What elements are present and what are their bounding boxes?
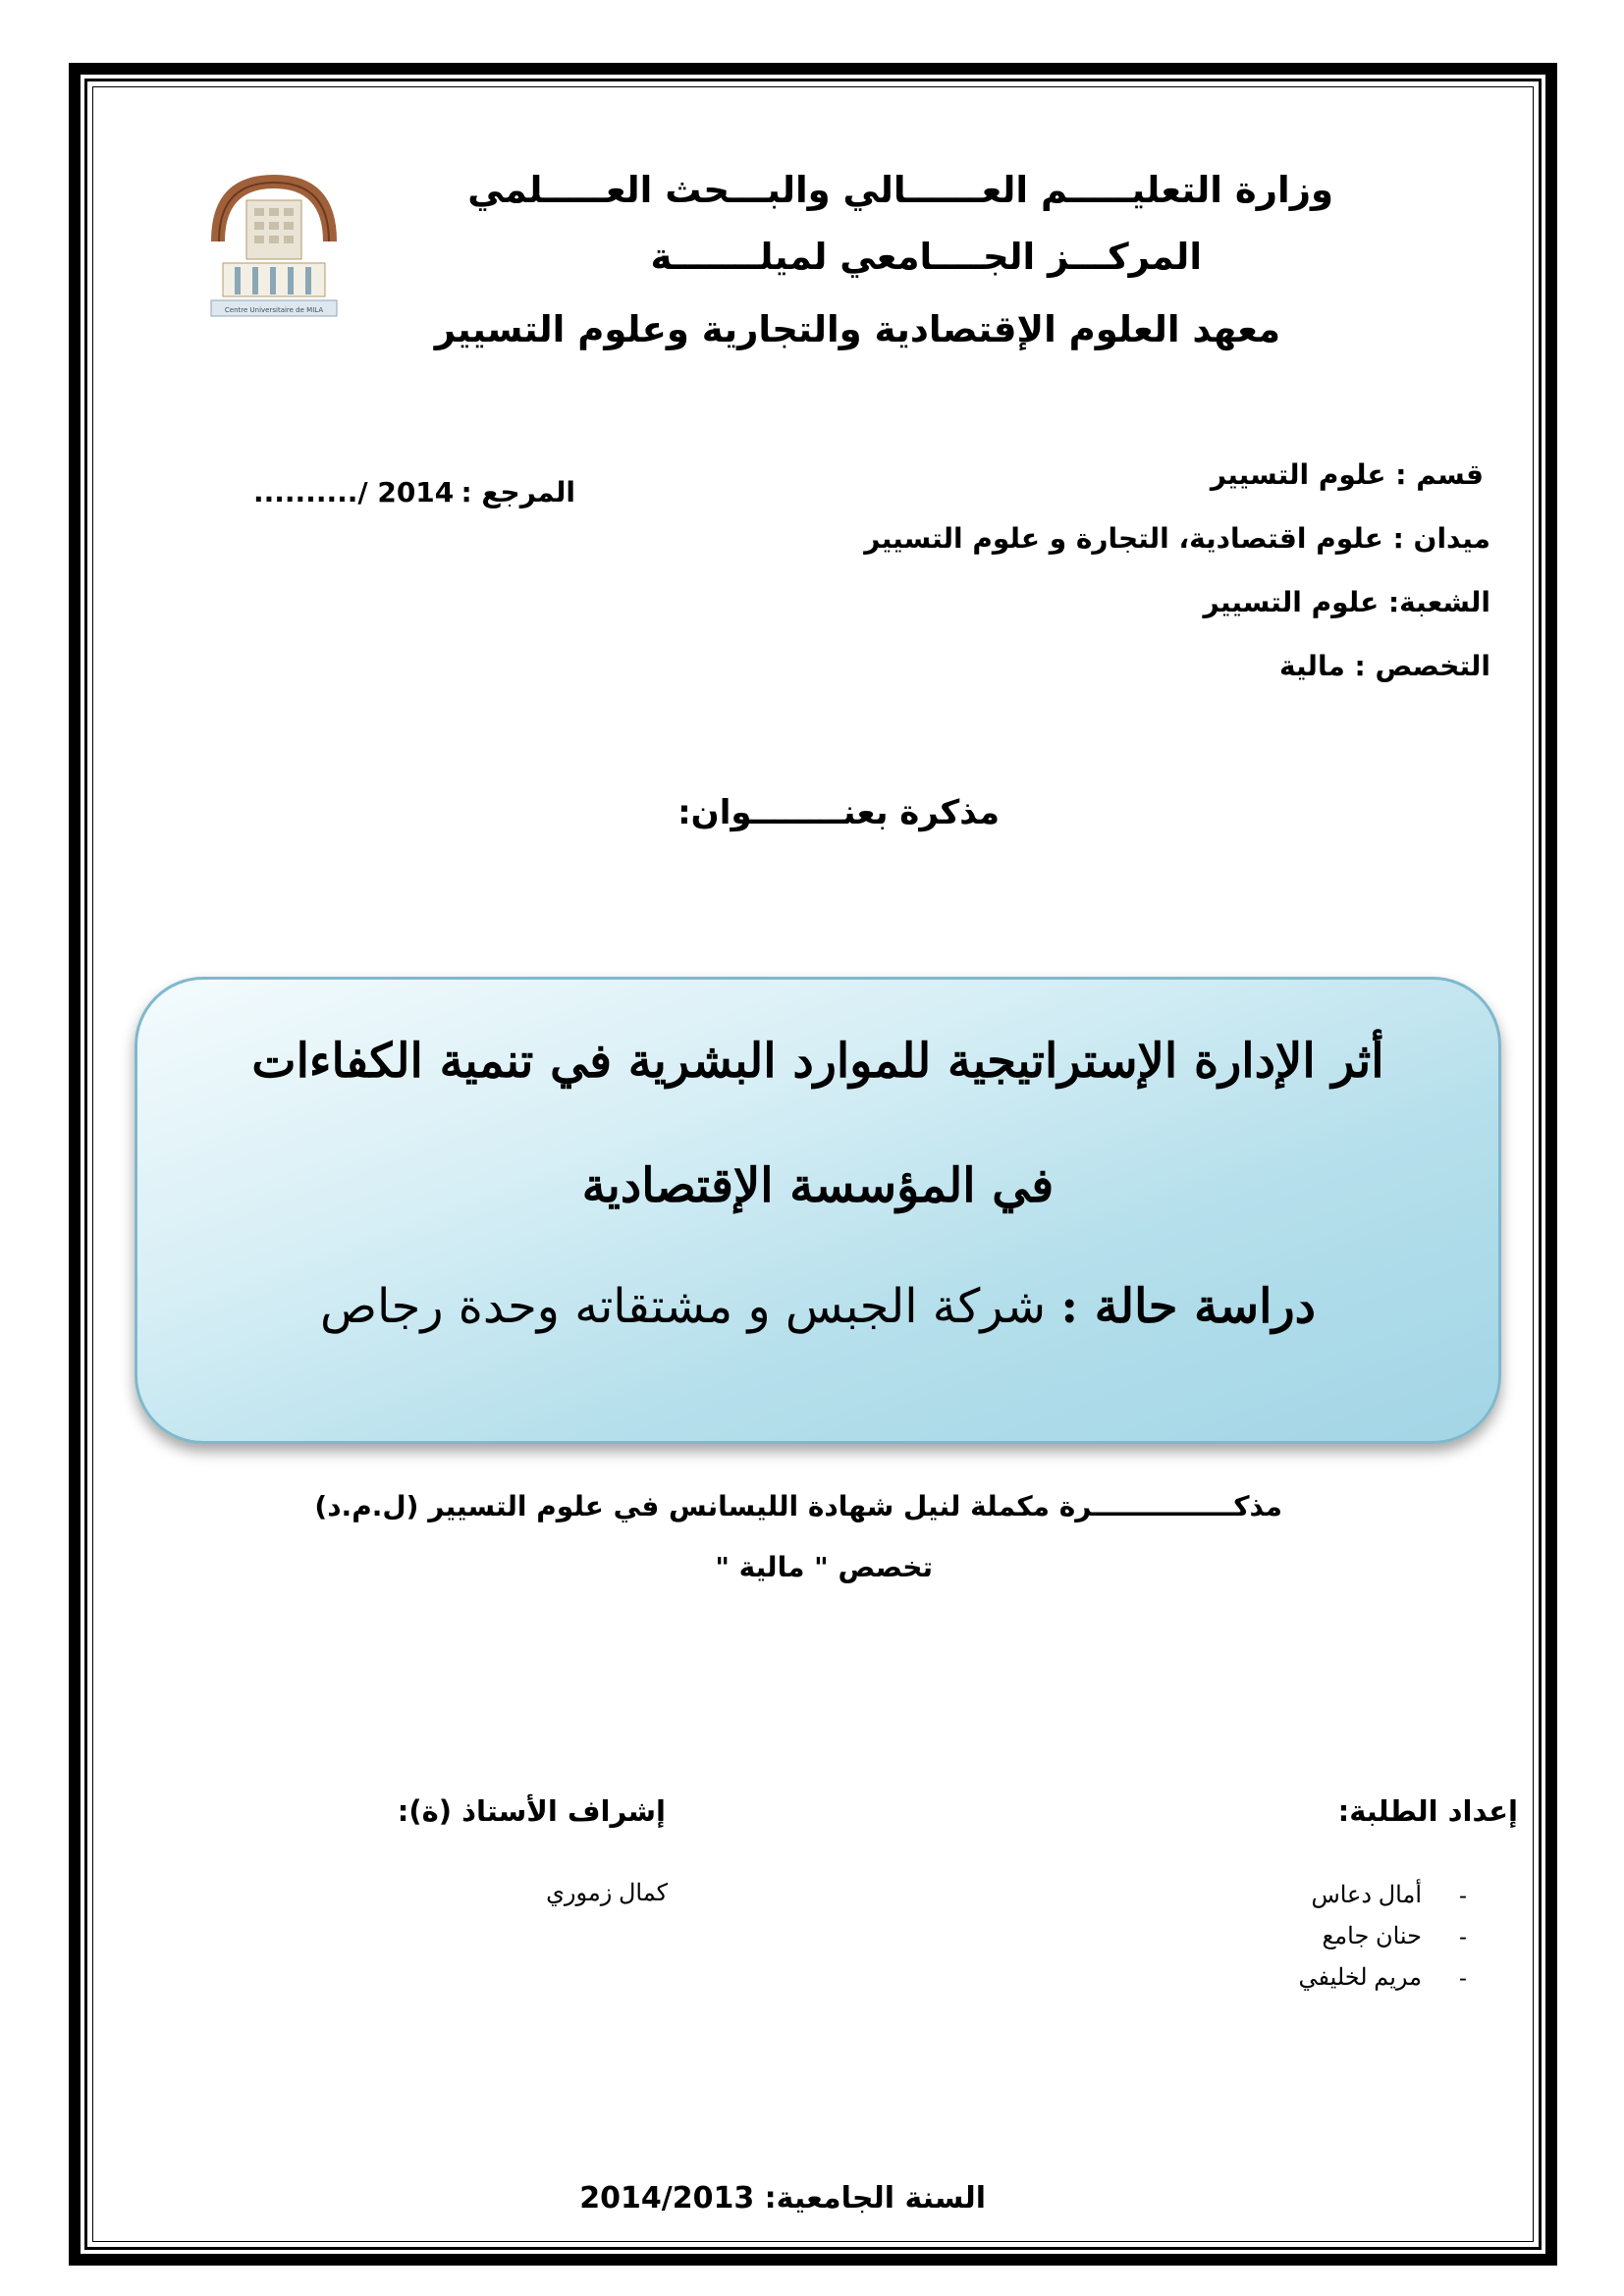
department: قسم : علوم التسيير bbox=[1210, 458, 1484, 491]
academic-year bbox=[579, 2181, 986, 2216]
supervisor-name: كمال زموري bbox=[546, 1880, 668, 1906]
thesis-title-line1: أثر الإدارة الإستراتيجية للموارد البشرية في تنمية الكفاءات bbox=[251, 1034, 1384, 1089]
student-bullet: - bbox=[1459, 1924, 1467, 1950]
field: ميدان : علوم اقتصادية، التجارة و علوم التسيير bbox=[864, 522, 1490, 555]
memo-title-label: مذكرة بعنــــــــوان: bbox=[677, 793, 1000, 832]
university-center-name: المركـــز الجــــامعي لميلـــــــة bbox=[650, 236, 1202, 278]
logo-caption: Centre Universitaire de MILA bbox=[224, 306, 324, 314]
case-study-text: شركة الجبس و مشتقاته وحدة رجاص bbox=[319, 1279, 1047, 1334]
institute-name: معهد العلوم الإقتصادية والتجارية وعلوم التسيير bbox=[434, 308, 1280, 350]
degree-specialty: تخصص " مالية " bbox=[715, 1551, 933, 1583]
reference-value: ........../ 2014 bbox=[253, 476, 455, 508]
student-bullet: - bbox=[1459, 1883, 1467, 1909]
specialty: التخصص : مالية bbox=[1279, 650, 1490, 682]
students-heading: إعداد الطلبة: bbox=[1337, 1794, 1518, 1828]
academic-year-label: السنة الجامعية: bbox=[764, 2181, 986, 2216]
university-logo bbox=[201, 165, 347, 322]
student-bullet: - bbox=[1459, 1965, 1467, 1992]
title-box bbox=[135, 977, 1501, 1444]
student-name: أمال دعاس bbox=[1311, 1882, 1422, 1908]
thesis-title-line2: في المؤسسة الإقتصادية bbox=[581, 1158, 1055, 1213]
ministry-name: وزارة التعليـــــم العــــــالي والبـــحث العـــــلمي bbox=[467, 169, 1333, 211]
student-name: حنان جامع bbox=[1322, 1923, 1422, 1949]
case-study-label: دراسة حالة : bbox=[1060, 1279, 1316, 1334]
academic-year-value: 2014/2013 bbox=[579, 2181, 755, 2216]
reference-label: المرجع : bbox=[460, 476, 575, 508]
student-name: مريم لخليفي bbox=[1298, 1964, 1422, 1991]
branch: الشعبة: علوم التسيير bbox=[1203, 586, 1490, 618]
supervisor-heading: إشراف الأستاذ (ة): bbox=[397, 1794, 666, 1828]
degree-statement: مذكـــــــــــــــرة مكملة لنيل شهادة الليسانس في علوم التسيير (ل.م.د) bbox=[314, 1490, 1282, 1522]
case-study-line bbox=[137, 1279, 1498, 1334]
